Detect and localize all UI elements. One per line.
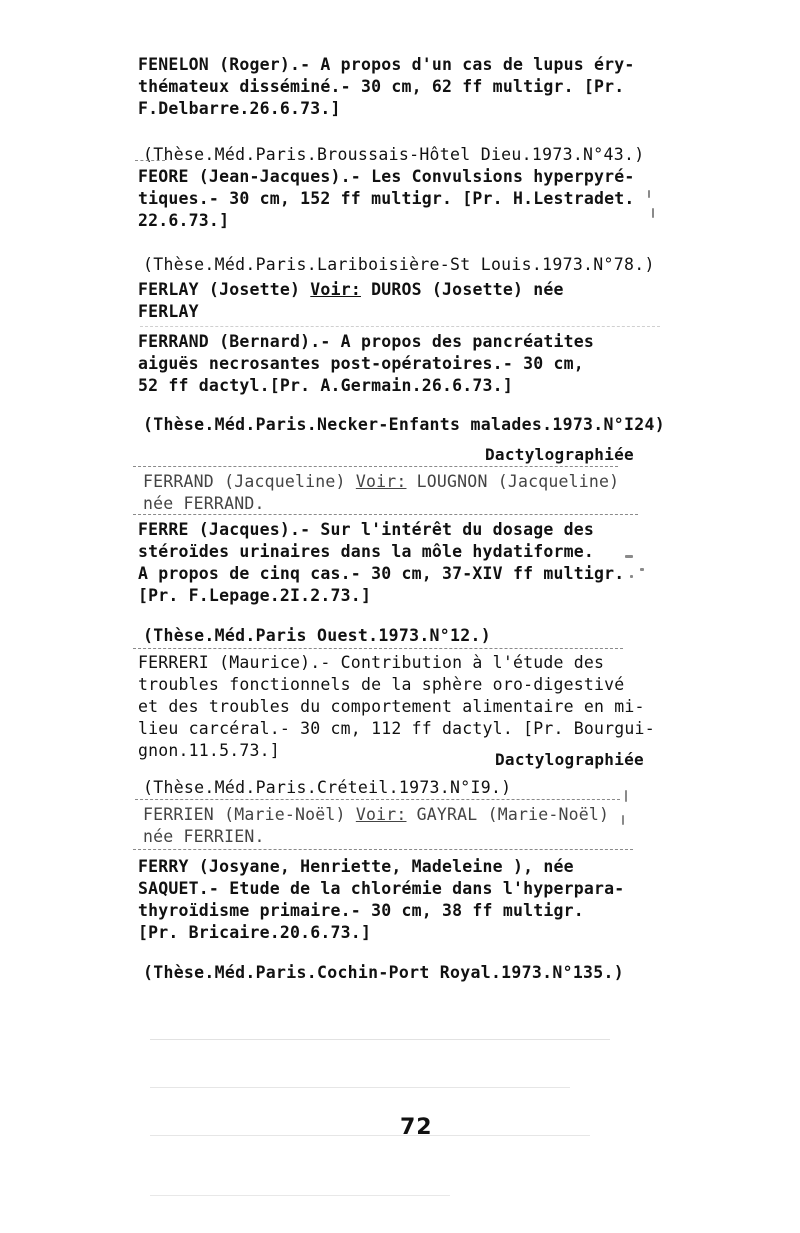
entry-source: (Thèse.Méd.Paris.Broussais-Hôtel Dieu.1973.N°43.) — [143, 145, 645, 164]
see-label: Voir: — [355, 472, 407, 491]
entry-ferrand-jacqueline — [143, 471, 663, 515]
see-label: Voir: — [310, 280, 361, 299]
entry-source: (Thèse.Méd.Paris Ouest.1973.N°12.) — [143, 626, 491, 645]
reference-name: FERRAND (Jacqueline) — [143, 472, 346, 491]
entry-source: (Thèse.Méd.Paris.Créteil.1973.N°I9.) — [143, 778, 512, 797]
reference-line — [143, 804, 663, 826]
entry-line: 52 ff dactyl.[Pr. A.Germain.26.6.73.] — [138, 376, 513, 395]
scan-speck — [648, 190, 650, 198]
entry-line: et des troubles du comportement alimentaire en mi- — [138, 697, 645, 716]
reference-name: FERLAY (Josette) — [138, 280, 301, 299]
entry-line: FERRY (Josyane, Henriette, Madeleine ), née — [138, 857, 574, 876]
scan-speck — [652, 208, 654, 218]
entry-line: A propos de cinq cas.- 30 cm, 37-XIV ff multigr. — [138, 564, 625, 583]
reference-line — [138, 279, 658, 301]
entry-ferry — [138, 856, 658, 944]
entry-line: 22.6.73.] — [138, 211, 230, 230]
scan-speck — [625, 555, 633, 558]
divider — [133, 466, 618, 468]
entry-line: gnon.11.5.73.] — [138, 741, 280, 760]
entry-line: FERRE (Jacques).- Sur l'intérêt du dosage des — [138, 520, 595, 539]
entry-line: aiguës necrosantes post-opératoires.- 30 cm, — [138, 354, 584, 373]
scan-speck — [640, 568, 644, 571]
divider — [135, 160, 165, 162]
entry-line: lieu carcéral.- 30 cm, 112 ff dactyl. [Pr. Bourgui- — [138, 719, 655, 738]
entry-line: thémateux disséminé.- 30 cm, 62 ff multigr. [Pr. — [138, 77, 625, 96]
entry-line: F.Delbarre.26.6.73.] — [138, 99, 341, 118]
entry-line: FERRERI (Maurice).- Contribution à l'étude des — [138, 653, 605, 672]
divider — [133, 514, 638, 516]
typed-stamp: Dactylographiée — [495, 750, 644, 769]
entry-fenelon — [138, 54, 658, 120]
entry-source: (Thèse.Méd.Paris.Lariboisière-St Louis.1973.N°78.) — [143, 255, 655, 274]
reference-target: GAYRAL (Marie-Noël) — [416, 805, 610, 824]
entry-line: stéroïdes urinaires dans la môle hydatiforme. — [138, 542, 595, 561]
see-label: Voir: — [355, 805, 407, 824]
entry-ferrand-bernard — [138, 331, 658, 397]
entry-feore — [138, 166, 658, 232]
entry-source: (Thèse.Méd.Paris.Cochin-Port Royal.1973.N°135.) — [143, 963, 624, 982]
reference-line: née FERRAND. — [143, 494, 265, 513]
reference-line: FERLAY — [138, 302, 199, 321]
divider — [133, 849, 633, 851]
entry-line: [Pr. F.Lepage.2I.2.73.] — [138, 586, 372, 605]
entry-line: troubles fonctionnels de la sphère oro-digestivé — [138, 675, 625, 694]
scan-speck — [622, 815, 624, 825]
entry-source: (Thèse.Méd.Paris.Necker-Enfants malades.1973.N°I24) — [143, 415, 665, 434]
reference-line — [143, 471, 663, 493]
entry-ferlay — [138, 279, 658, 323]
reference-target: DUROS (Josette) née — [371, 280, 564, 299]
reference-line: née FERRIEN. — [143, 827, 265, 846]
entry-line: FEORE (Jean-Jacques).- Les Convulsions hyperpyré- — [138, 167, 635, 186]
divider — [133, 648, 623, 650]
typed-stamp: Dactylographiée — [485, 445, 634, 464]
scan-speck — [630, 575, 633, 578]
entry-line: FENELON (Roger).- A propos d'un cas de lupus éry- — [138, 55, 635, 74]
entry-line: thyroïdisme primaire.- 30 cm, 38 ff multigr. — [138, 901, 584, 920]
reference-target: LOUGNON (Jacqueline) — [416, 472, 620, 491]
entry-line: tiques.- 30 cm, 152 ff multigr. [Pr. H.Lestradet. — [138, 189, 635, 208]
entry-ferreri — [138, 652, 658, 762]
bleed-through-marks — [150, 995, 610, 1233]
entry-line: [Pr. Bricaire.20.6.73.] — [138, 923, 372, 942]
reference-name: FERRIEN (Marie-Noël) — [143, 805, 346, 824]
entry-line: FERRAND (Bernard).- A propos des pancréatites — [138, 332, 595, 351]
entry-ferrien — [143, 804, 663, 848]
scan-speck — [625, 790, 627, 802]
divider — [140, 326, 660, 328]
divider — [135, 799, 620, 801]
entry-ferre — [138, 519, 658, 607]
entry-line: SAQUET.- Etude de la chlorémie dans l'hyperpara- — [138, 879, 625, 898]
page-number: 72 — [400, 1115, 433, 1140]
